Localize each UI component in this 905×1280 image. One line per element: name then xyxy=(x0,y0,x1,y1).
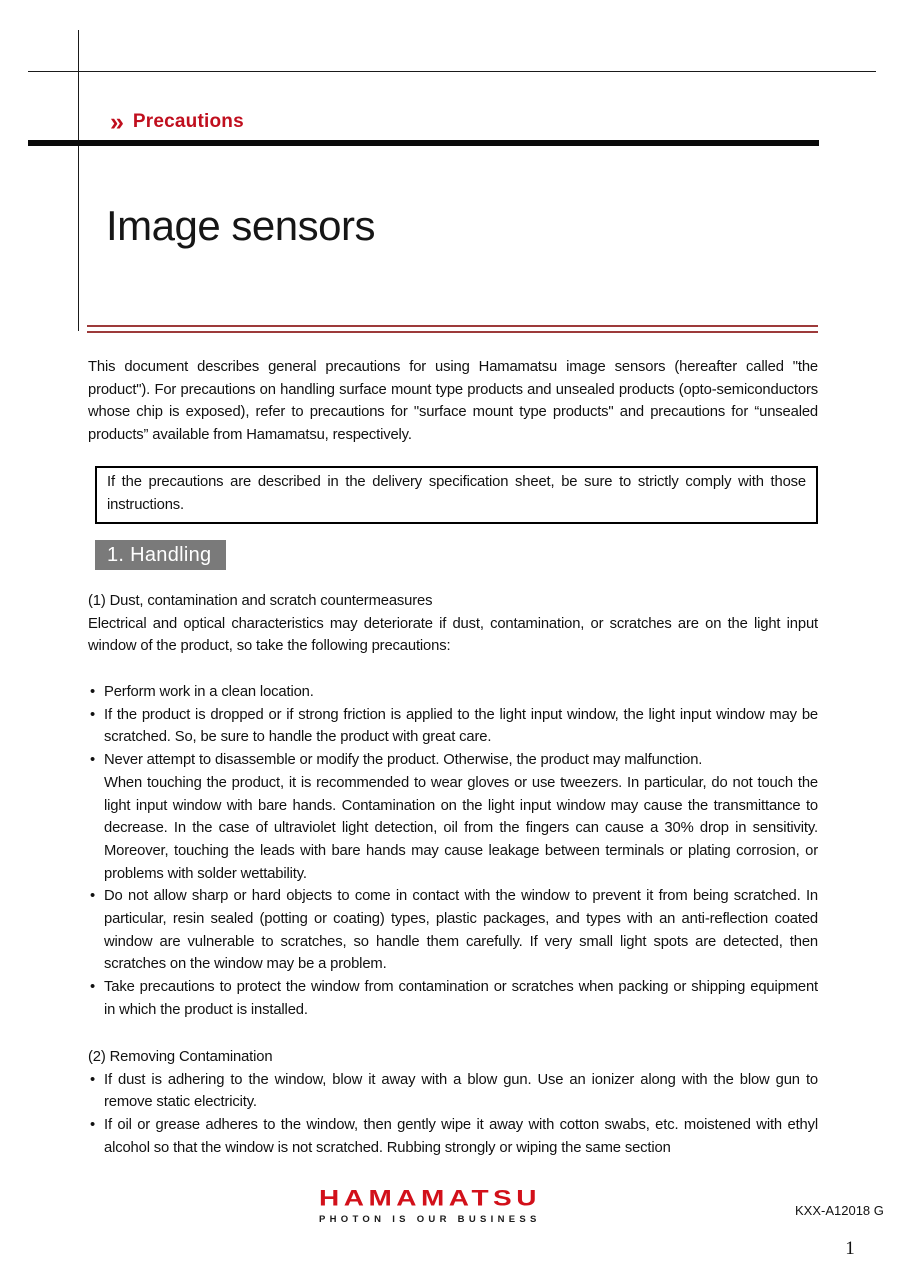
notice-box: If the precautions are described in the delivery specification sheet, be sure to strictly comply with those instructions. xyxy=(95,466,818,524)
logo-tagline: PHOTON IS OUR BUSINESS xyxy=(319,1214,541,1225)
logo-wordmark: HAMAMATSU xyxy=(319,1186,541,1211)
subsection-1-lead: Electrical and optical characteristics may deteriorate if dust, contamination, or scratches are on the light input window of the product, so take the following precautions: xyxy=(88,615,818,655)
list-item xyxy=(88,885,818,976)
list-item xyxy=(88,1069,818,1114)
page-number: 1 xyxy=(845,1238,855,1259)
subsection-2 xyxy=(88,1046,818,1160)
top-hairline-rule xyxy=(28,71,876,72)
list-item xyxy=(88,681,818,704)
list-item xyxy=(88,976,818,1021)
list-item-text: • If oil or grease adheres to the window, then gently wipe it away with cotton swabs, etc. moistened with ethyl alcohol so that the window is not scratched. Rubbing strongly or wiping the same section xyxy=(104,1117,818,1156)
section-heading-handling: 1. Handling xyxy=(95,540,226,570)
double-chevron-icon: » xyxy=(110,108,124,136)
red-double-rule-top xyxy=(87,325,818,327)
hamamatsu-logo xyxy=(319,1186,541,1225)
section-eyebrow-label: Precautions xyxy=(132,111,244,132)
intro-paragraph: This document describes general precautions for using Hamamatsu image sensors (hereafter called "the product"). For precautions on handling surface mount type products and unsealed products (opto-semiconductors whose chip is exposed), refer to precautions for "surface mount type products" and precautions for “unsealed products” available from Hamamatsu, respectively. xyxy=(88,359,818,444)
list-item-text: • Never attempt to disassemble or modify the product. Otherwise, the product may malfunction. xyxy=(104,752,703,769)
list-item-text: When touching the product, it is recommended to wear gloves or use tweezers. In particular, do not touch the light input window with bare hands. Contamination on the light input window may cause the transmittance to decrease. In the case of ultraviolet light detection, oil from the fingers can cause a 30% drop in sensitivity. Moreover, touching the leads with bare hands may cause leakage between terminals or plating corrosion, or problems with solder wettability. xyxy=(104,774,818,882)
list-item-text: • If the product is dropped or if strong friction is applied to the light input window, the light input window may be scratched. So, be sure to handle the product with great care. xyxy=(104,706,818,746)
red-double-rule-bottom xyxy=(87,331,818,333)
contamination-bullet-list xyxy=(88,1069,818,1160)
breadcrumb xyxy=(110,109,244,135)
list-item-text: • Do not allow sharp or hard objects to come in contact with the window to prevent it from being scratched. In particular, resin sealed (potting or coating) types, plastic packages, and types with an anti-reflection coated window are vulnerable to scratches, so handle them carefully. If very small light spots are detected, then scratches on the window may be a problem. xyxy=(104,888,818,973)
list-item xyxy=(88,704,818,749)
list-item-text: • Perform work in a clean location. xyxy=(104,684,314,700)
subsection-1 xyxy=(88,590,818,658)
list-item-text: • If dust is adhering to the window, blow it away with a blow gun. Use an ionizer along with the blow gun to remove static electricity. xyxy=(104,1071,818,1111)
page-title: Image sensors xyxy=(106,202,375,249)
list-item xyxy=(88,749,818,885)
list-item-text: • Take precautions to protect the window from contamination or scratches when packing or shipping equipment in which the product is installed. xyxy=(104,979,818,1018)
handling-bullet-list xyxy=(88,681,818,1022)
left-vertical-rule xyxy=(78,30,79,331)
list-item xyxy=(88,1114,818,1159)
document-number: KXX-A12018 G xyxy=(795,1203,884,1218)
subsection-2-heading: (2) Removing Contamination xyxy=(88,1049,273,1065)
header-thick-rule xyxy=(28,140,819,146)
subsection-1-heading: (1) Dust, contamination and scratch countermeasures xyxy=(88,593,433,609)
